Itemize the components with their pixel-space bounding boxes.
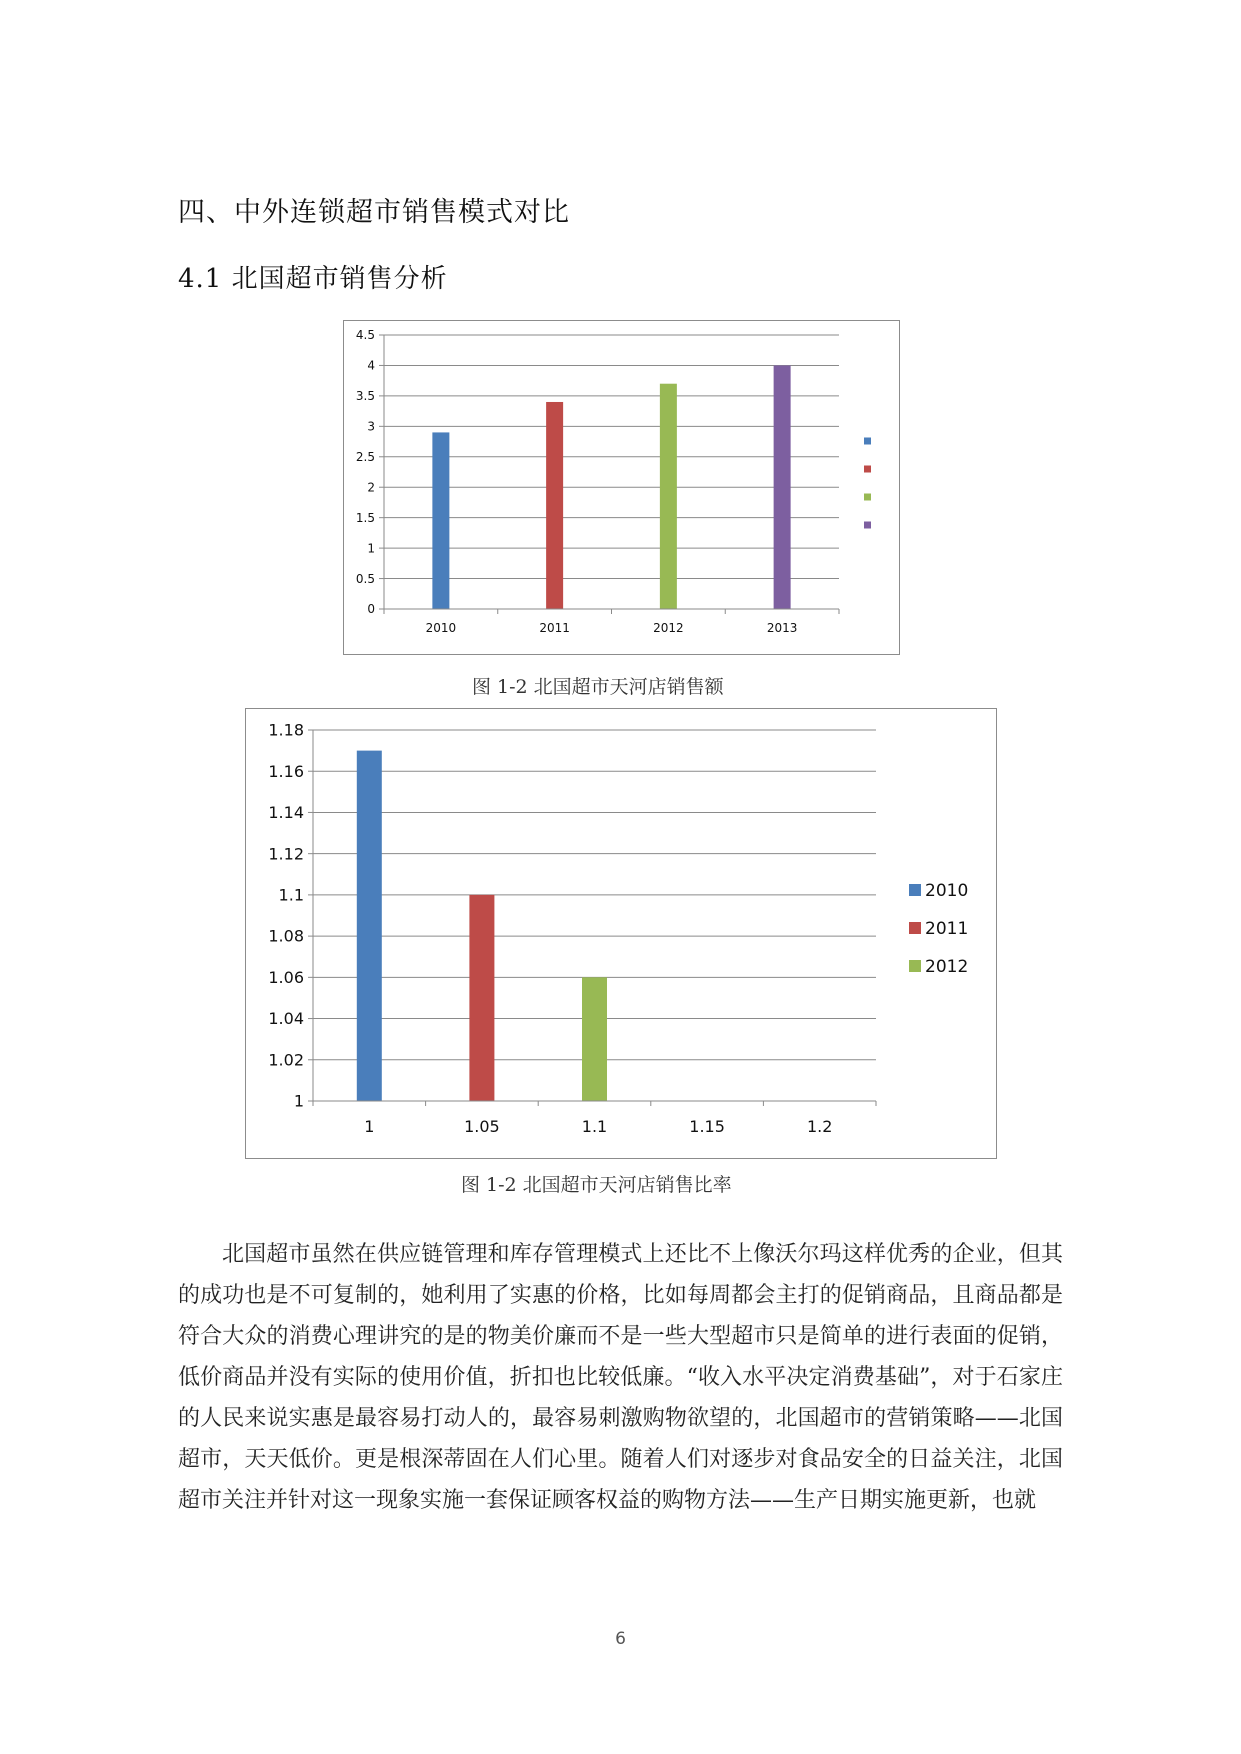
x-tick-label: 2013	[766, 621, 798, 635]
figure2-caption: 图 1-2 北国超市天河店销售比率	[461, 1174, 732, 1196]
y-tick-label: 2	[367, 480, 375, 495]
sales-bar-chart-svg	[344, 321, 899, 654]
y-tick-label: 1.1	[278, 885, 304, 905]
y-tick-label: 4	[367, 358, 375, 373]
legend-label: 2010	[925, 880, 969, 901]
sales-bar-chart	[343, 320, 900, 655]
y-tick-label: 1.16	[268, 761, 304, 781]
legend-swatch	[864, 494, 871, 501]
legend-swatch	[909, 922, 921, 934]
legend-label: 2011	[925, 918, 969, 939]
y-tick-label: 4.5	[355, 328, 375, 343]
y-tick-label: 1.04	[268, 1009, 304, 1029]
y-tick-label: 1	[293, 1091, 304, 1111]
y-tick-label: 3	[367, 419, 375, 434]
x-tick-label: 2010	[425, 621, 457, 635]
legend-swatch	[909, 884, 921, 896]
y-tick-label: 1	[367, 541, 375, 556]
subsection-heading: 4.1 北国超市销售分析	[178, 264, 448, 294]
body-paragraph	[178, 1234, 1063, 1521]
bar	[357, 751, 382, 1101]
legend-swatch	[864, 522, 871, 529]
body-paragraph-text: 北国超市虽然在供应链管理和库存管理模式上还比不上像沃尔玛这样优秀的企业，但其的成功也是不可复制的，她利用了实惠的价格，比如每周都会主打的促销商品，且商品都是符合大众的消费心理讲究的是的物美价廉而不是一些大型超市只是简单的进行表面的促销，低价商品并没有实际的使用价值，折扣也比较低廉。“收入水平决定消费基础”，对于石家庄的人民来说实惠是最容易打动人的，最容易刺激购物欲望的，北国超市的营销策略——北国超市，天天低价。更是根深蒂固在人们心里。随着人们对逐步对食品安全的日益关注，北国超市关注并针对这一现象实施一套保证顾客权益的购物方法——生产日期实施更新，也就	[178, 1242, 1063, 1513]
x-tick-label: 2011	[539, 621, 570, 635]
legend-label: 2012	[925, 956, 969, 977]
x-tick-label: 2012	[653, 621, 684, 635]
bar	[546, 402, 563, 609]
bar	[660, 384, 677, 609]
x-tick-label: 1.1	[581, 1117, 608, 1136]
y-tick-label: 1.02	[268, 1050, 304, 1070]
x-tick-label: 1.15	[689, 1117, 725, 1136]
y-tick-label: 1.06	[268, 967, 304, 987]
legend-swatch	[864, 466, 871, 473]
y-tick-label: 3.5	[355, 389, 375, 404]
x-tick-label: 1.2	[806, 1117, 833, 1136]
y-tick-label: 1.18	[268, 720, 304, 740]
y-tick-label: 2.5	[355, 449, 375, 464]
bar	[469, 895, 494, 1101]
legend-swatch	[909, 960, 921, 972]
y-tick-label: 1.14	[268, 803, 304, 823]
y-tick-label: 0	[367, 602, 375, 617]
legend-swatch	[864, 438, 871, 445]
ratio-bar-chart	[245, 708, 997, 1159]
y-tick-label: 1.12	[268, 844, 304, 864]
x-tick-label: 1.05	[464, 1117, 500, 1136]
section-heading: 四、中外连锁超市销售模式对比	[178, 197, 570, 228]
bar	[432, 432, 449, 609]
x-tick-label: 1	[364, 1117, 375, 1136]
figure1-caption: 图 1-2 北国超市天河店销售额	[472, 676, 724, 698]
y-tick-label: 1.5	[355, 510, 375, 525]
y-tick-label: 1.08	[268, 926, 304, 946]
ratio-bar-chart-svg	[246, 709, 996, 1158]
bar	[582, 977, 607, 1101]
y-tick-label: 0.5	[355, 571, 375, 586]
page-number: 6	[615, 1629, 626, 1649]
bar	[774, 365, 791, 609]
